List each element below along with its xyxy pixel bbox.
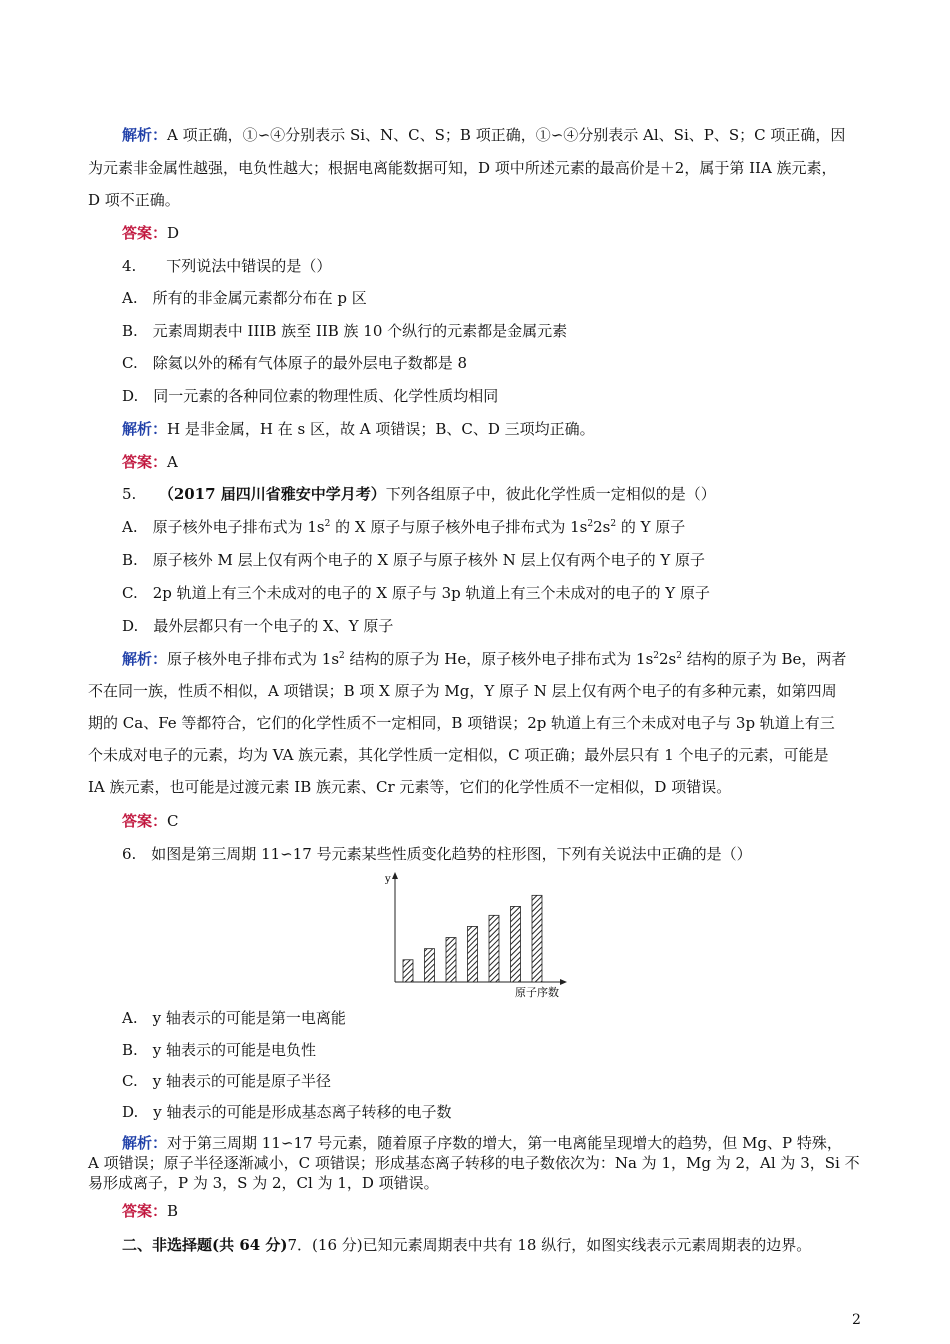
bar-15	[489, 915, 499, 982]
q4-answer: 答案：A	[122, 453, 178, 471]
section-heading: 二、非选择题(共 64 分)	[122, 1236, 288, 1254]
q4-analysis: 解析：H 是非金属，H 在 s 区，故 A 项错误；B、C、D 三项均正确。	[122, 420, 595, 438]
bar-14	[468, 926, 478, 982]
x-axis-arrow	[560, 979, 567, 985]
q6-analysis-line-3: 易形成离子，P 为 3，S 为 2，Cl 为 1，D 项错误。	[88, 1174, 439, 1192]
q5-option-d: D. 最外层都只有一个电子的 X、Y 原子	[122, 617, 394, 635]
analysis-label: 解析：	[122, 650, 168, 668]
analysis-label: 解析：	[122, 126, 168, 144]
bar-11	[403, 960, 413, 982]
q4-option-b: B. 元素周期表中 IIIB 族至 IIB 族 10 个纵行的元素都是金属元素	[122, 322, 568, 340]
bar-chart	[375, 870, 575, 1000]
q5-option-c: C. 2p 轨道上有三个未成对的电子的 X 原子与 3p 轨道上有三个未成对的电子的 Y 原子	[122, 584, 710, 602]
x-axis-label: 原子序数	[515, 986, 559, 999]
q5-source: （2017 届四川省雅安中学月考）	[166, 485, 386, 503]
analysis-label: 解析：	[122, 1134, 168, 1152]
y-axis-label: y	[385, 874, 391, 885]
y-axis-arrow	[392, 872, 398, 879]
q5-analysis-line-4: 个未成对电子的元素，均为 VA 族元素，其化学性质一定相似，C 项正确；最外层只有 1 个电子的元素，可能是	[88, 746, 829, 764]
answer-label: 答案：	[122, 453, 168, 471]
q6-option-c: C. y 轴表示的可能是原子半径	[122, 1072, 331, 1090]
bar-12	[425, 949, 435, 982]
q6-answer: 答案：B	[122, 1202, 179, 1220]
q5-analysis-line-1: 解析：原子核外电子排布式为 $1s^2$ 结构的原子为 He，原子核外电子排布式为 $1s^22s^2$ 结构的原子为 Be，两者	[122, 650, 847, 668]
answer-label: 答案：	[122, 224, 168, 242]
q6-analysis-line-2: A 项错误；原子半径逐渐减小，C 项错误；形成基态离子转移的电子数依次为：Na 为 1，Mg 为 2，Al 为 3，Si 不	[88, 1154, 860, 1172]
q6-option-d: D. y 轴表示的可能是形成基态离子转移的电子数	[122, 1103, 452, 1121]
section-2: 二、非选择题(共 64 分)7．(16 分)已知元素周期表中共有 18 纵行，如图实线表示元素周期表的边界。	[122, 1236, 812, 1254]
q4-option-a: A. 所有的非金属元素都分布在 p 区	[122, 289, 367, 307]
q6-option-a: A. y 轴表示的可能是第一电离能	[122, 1009, 346, 1027]
q6-stem: 6. 如图是第三周期 11∽17 号元素某些性质变化趋势的柱形图，下列有关说法中正确的是（）	[122, 845, 752, 863]
page-number: 2	[852, 1312, 861, 1328]
q5-analysis-line-3: 期的 Ca、Fe 等都符合，它们的化学性质不一定相同，B 项错误；2p 轨道上有三个未成对电子与 3p 轨道上有三	[88, 714, 835, 732]
q5-analysis-line-2: 不在同一族，性质不相似，A 项错误；B 项 X 原子为 Mg，Y 原子 N 层上仅有两个电子的有多种元素，如第四周	[88, 682, 837, 700]
q4-option-c: C. 除氦以外的稀有气体原子的最外层电子数都是 8	[122, 354, 468, 372]
answer-label: 答案：	[122, 812, 168, 830]
q5-answer: 答案：C	[122, 812, 179, 830]
q6-option-b: B. y 轴表示的可能是电负性	[122, 1041, 317, 1059]
q6-analysis-line-1: 解析：对于第三周期 11∽17 号元素，随着原子序数的增大，第一电离能呈现增大的趋势，但 Mg、P 特殊，	[122, 1134, 842, 1152]
q5-option-b: B. 原子核外 M 层上仅有两个电子的 X 原子与原子核外 N 层上仅有两个电子的 Y 原子	[122, 551, 706, 569]
answer-label: 答案：	[122, 1202, 168, 1220]
q3-analysis-line-3: D 项不正确。	[88, 191, 180, 209]
q4-stem: 4. 下列说法中错误的是（）	[122, 257, 332, 275]
q3-answer: 答案：D	[122, 224, 180, 242]
bar-16	[511, 906, 521, 982]
q5-option-a: A. 原子核外电子排布式为 $1s^2$ 的 X 原子与原子核外电子排布式为 $1s^22s^2$ 的 Y 原子	[122, 518, 686, 536]
q4-option-d: D. 同一元素的各种同位素的物理性质、化学性质均相同	[122, 387, 499, 405]
bar-13	[446, 938, 456, 982]
q5-analysis-line-5: IA 族元素，也可能是过渡元素 IB 族元素、Cr 元素等，它们的化学性质不一定相似，D 项错误。	[88, 778, 732, 796]
q3-analysis-line-2: 为元素非金属性越强，电负性越大；根据电离能数据可知，D 项中所述元素的最高价是＋2，属于第 IIA 族元素，	[88, 159, 837, 177]
q3-analysis-line-1: 解析：A 项正确，①∽④分别表示 Si、N、C、S；B 项正确，①∽④分别表示 Al、Si、P、S；C 项正确，因	[122, 126, 846, 144]
q5-stem: 5. （2017 届四川省雅安中学月考）下列各组原子中，彼此化学性质一定相似的是（）	[122, 485, 716, 503]
bar-17	[532, 895, 542, 982]
analysis-label: 解析：	[122, 420, 168, 438]
